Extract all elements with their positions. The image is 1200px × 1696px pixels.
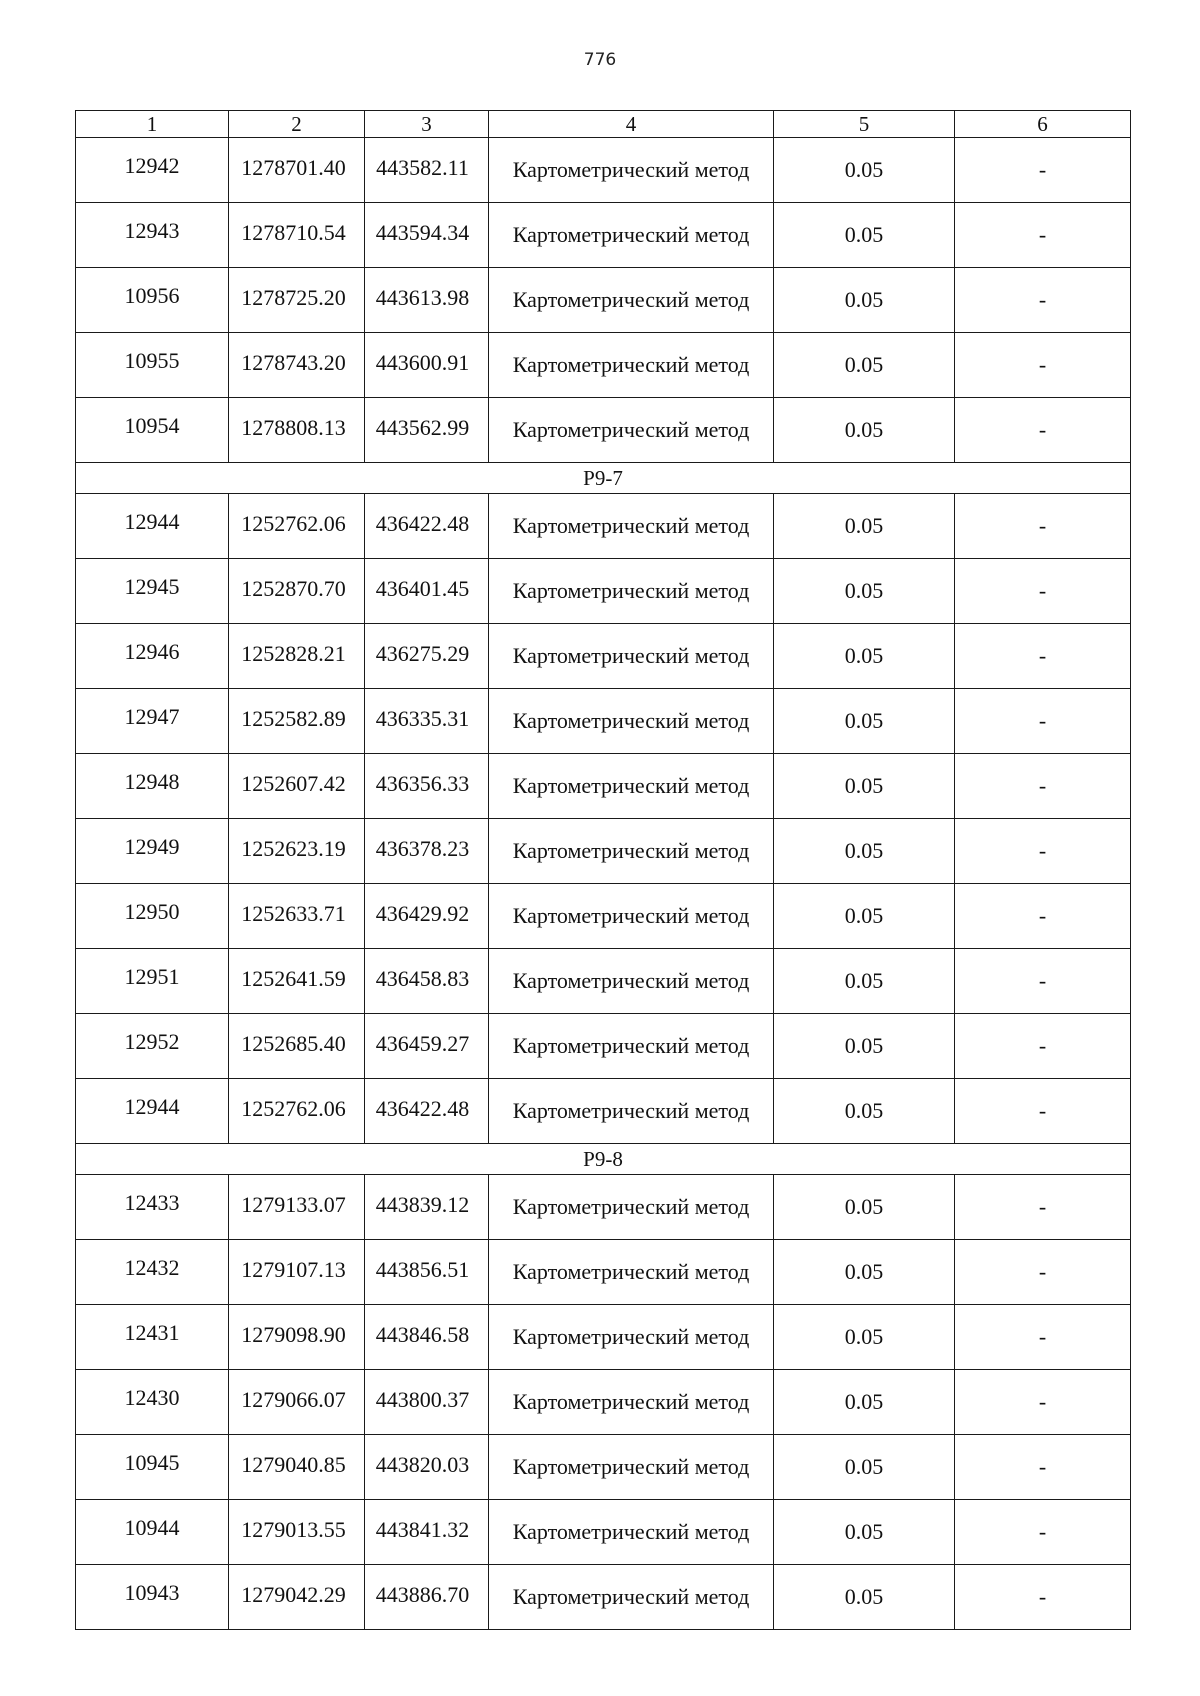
point-number-cell: 10956 [76, 268, 229, 333]
note-cell: - [955, 1565, 1131, 1630]
x-coordinate-cell: 1279133.07 [229, 1175, 365, 1240]
table-row [76, 1370, 1131, 1435]
point-number-cell: 10945 [76, 1435, 229, 1500]
point-number-cell: 12950 [76, 884, 229, 949]
point-number-cell: 12947 [76, 689, 229, 754]
note-cell: - [955, 819, 1131, 884]
x-coordinate-cell: 1278743.20 [229, 333, 365, 398]
accuracy-cell: 0.05 [774, 1175, 955, 1240]
y-coordinate-cell: 443800.37 [365, 1370, 489, 1435]
note-cell: - [955, 1079, 1131, 1144]
point-number-cell: 12432 [76, 1240, 229, 1305]
point-number-cell: 12944 [76, 494, 229, 559]
header-cell-1: 1 [76, 111, 229, 138]
method-cell: Картометрический метод [489, 689, 774, 754]
point-number-cell: 12945 [76, 559, 229, 624]
table-row [76, 1240, 1131, 1305]
x-coordinate-cell: 1279066.07 [229, 1370, 365, 1435]
accuracy-cell: 0.05 [774, 1305, 955, 1370]
table-row [76, 268, 1131, 333]
header-cell-5: 5 [774, 111, 955, 138]
y-coordinate-cell: 443594.34 [365, 203, 489, 268]
method-cell: Картометрический метод [489, 138, 774, 203]
accuracy-cell: 0.05 [774, 1014, 955, 1079]
x-coordinate-cell: 1252641.59 [229, 949, 365, 1014]
table-header [76, 111, 1131, 138]
accuracy-cell: 0.05 [774, 494, 955, 559]
method-cell: Картометрический метод [489, 1500, 774, 1565]
table-row [76, 1079, 1131, 1144]
table-row [76, 203, 1131, 268]
table-row [76, 1500, 1131, 1565]
table-row [76, 1305, 1131, 1370]
method-cell: Картометрический метод [489, 1175, 774, 1240]
accuracy-cell: 0.05 [774, 1565, 955, 1630]
table-row [76, 1014, 1131, 1079]
y-coordinate-cell: 443886.70 [365, 1565, 489, 1630]
x-coordinate-cell: 1252623.19 [229, 819, 365, 884]
note-cell: - [955, 559, 1131, 624]
point-number-cell: 10954 [76, 398, 229, 463]
point-number-cell: 12951 [76, 949, 229, 1014]
accuracy-cell: 0.05 [774, 268, 955, 333]
method-cell: Картометрический метод [489, 1014, 774, 1079]
point-number-cell: 12944 [76, 1079, 229, 1144]
accuracy-cell: 0.05 [774, 1370, 955, 1435]
y-coordinate-cell: 443562.99 [365, 398, 489, 463]
note-cell: - [955, 884, 1131, 949]
method-cell: Картометрический метод [489, 203, 774, 268]
method-cell: Картометрический метод [489, 949, 774, 1014]
header-cell-4: 4 [489, 111, 774, 138]
table-row [76, 494, 1131, 559]
accuracy-cell: 0.05 [774, 689, 955, 754]
note-cell: - [955, 689, 1131, 754]
point-number-cell: 12948 [76, 754, 229, 819]
note-cell: - [955, 1175, 1131, 1240]
table-row [76, 398, 1131, 463]
y-coordinate-cell: 436422.48 [365, 494, 489, 559]
method-cell: Картометрический метод [489, 754, 774, 819]
method-cell: Картометрический метод [489, 1305, 774, 1370]
table-body [76, 138, 1131, 1630]
table-row [76, 1565, 1131, 1630]
method-cell: Картометрический метод [489, 1370, 774, 1435]
accuracy-cell: 0.05 [774, 884, 955, 949]
method-cell: Картометрический метод [489, 1565, 774, 1630]
method-cell: Картометрический метод [489, 494, 774, 559]
note-cell: - [955, 754, 1131, 819]
note-cell: - [955, 949, 1131, 1014]
x-coordinate-cell: 1278710.54 [229, 203, 365, 268]
x-coordinate-cell: 1279040.85 [229, 1435, 365, 1500]
header-row [76, 111, 1131, 138]
point-number-cell: 10944 [76, 1500, 229, 1565]
section-row [76, 463, 1131, 494]
x-coordinate-cell: 1252762.06 [229, 1079, 365, 1144]
point-number-cell: 12943 [76, 203, 229, 268]
accuracy-cell: 0.05 [774, 1240, 955, 1305]
y-coordinate-cell: 443582.11 [365, 138, 489, 203]
y-coordinate-cell: 443846.58 [365, 1305, 489, 1370]
y-coordinate-cell: 436459.27 [365, 1014, 489, 1079]
accuracy-cell: 0.05 [774, 624, 955, 689]
accuracy-cell: 0.05 [774, 949, 955, 1014]
point-number-cell: 12430 [76, 1370, 229, 1435]
table-row [76, 689, 1131, 754]
y-coordinate-cell: 443820.03 [365, 1435, 489, 1500]
y-coordinate-cell: 436458.83 [365, 949, 489, 1014]
method-cell: Картометрический метод [489, 884, 774, 949]
accuracy-cell: 0.05 [774, 754, 955, 819]
y-coordinate-cell: 436401.45 [365, 559, 489, 624]
note-cell: - [955, 268, 1131, 333]
accuracy-cell: 0.05 [774, 138, 955, 203]
point-number-cell: 10943 [76, 1565, 229, 1630]
table-row [76, 138, 1131, 203]
point-number-cell: 12431 [76, 1305, 229, 1370]
table-row [76, 1435, 1131, 1500]
method-cell: Картометрический метод [489, 1079, 774, 1144]
table-row [76, 333, 1131, 398]
x-coordinate-cell: 1278725.20 [229, 268, 365, 333]
table-row [76, 1175, 1131, 1240]
accuracy-cell: 0.05 [774, 1435, 955, 1500]
method-cell: Картометрический метод [489, 559, 774, 624]
table-row [76, 949, 1131, 1014]
x-coordinate-cell: 1279042.29 [229, 1565, 365, 1630]
point-number-cell: 12952 [76, 1014, 229, 1079]
note-cell: - [955, 398, 1131, 463]
x-coordinate-cell: 1279098.90 [229, 1305, 365, 1370]
page-number: 776 [583, 50, 617, 70]
coordinates-table [75, 110, 1131, 1630]
x-coordinate-cell: 1279013.55 [229, 1500, 365, 1565]
x-coordinate-cell: 1252685.40 [229, 1014, 365, 1079]
section-title: Р9-7 [76, 463, 1131, 494]
method-cell: Картометрический метод [489, 268, 774, 333]
x-coordinate-cell: 1252582.89 [229, 689, 365, 754]
note-cell: - [955, 138, 1131, 203]
y-coordinate-cell: 436335.31 [365, 689, 489, 754]
y-coordinate-cell: 443613.98 [365, 268, 489, 333]
accuracy-cell: 0.05 [774, 203, 955, 268]
accuracy-cell: 0.05 [774, 819, 955, 884]
section-row [76, 1144, 1131, 1175]
section-title: Р9-8 [76, 1144, 1131, 1175]
point-number-cell: 12942 [76, 138, 229, 203]
x-coordinate-cell: 1252870.70 [229, 559, 365, 624]
y-coordinate-cell: 436429.92 [365, 884, 489, 949]
x-coordinate-cell: 1278808.13 [229, 398, 365, 463]
point-number-cell: 12433 [76, 1175, 229, 1240]
y-coordinate-cell: 436378.23 [365, 819, 489, 884]
point-number-cell: 12949 [76, 819, 229, 884]
note-cell: - [955, 624, 1131, 689]
method-cell: Картометрический метод [489, 333, 774, 398]
method-cell: Картометрический метод [489, 1435, 774, 1500]
table-row [76, 559, 1131, 624]
accuracy-cell: 0.05 [774, 1500, 955, 1565]
accuracy-cell: 0.05 [774, 559, 955, 624]
note-cell: - [955, 1370, 1131, 1435]
x-coordinate-cell: 1278701.40 [229, 138, 365, 203]
y-coordinate-cell: 443856.51 [365, 1240, 489, 1305]
point-number-cell: 10955 [76, 333, 229, 398]
note-cell: - [955, 1305, 1131, 1370]
header-cell-6: 6 [955, 111, 1131, 138]
x-coordinate-cell: 1252828.21 [229, 624, 365, 689]
x-coordinate-cell: 1252633.71 [229, 884, 365, 949]
note-cell: - [955, 494, 1131, 559]
accuracy-cell: 0.05 [774, 333, 955, 398]
table-row [76, 624, 1131, 689]
x-coordinate-cell: 1252607.42 [229, 754, 365, 819]
accuracy-cell: 0.05 [774, 398, 955, 463]
x-coordinate-cell: 1279107.13 [229, 1240, 365, 1305]
y-coordinate-cell: 436275.29 [365, 624, 489, 689]
header-cell-3: 3 [365, 111, 489, 138]
note-cell: - [955, 203, 1131, 268]
note-cell: - [955, 1014, 1131, 1079]
table-row [76, 884, 1131, 949]
method-cell: Картометрический метод [489, 398, 774, 463]
note-cell: - [955, 1240, 1131, 1305]
y-coordinate-cell: 443839.12 [365, 1175, 489, 1240]
method-cell: Картометрический метод [489, 624, 774, 689]
note-cell: - [955, 1500, 1131, 1565]
method-cell: Картометрический метод [489, 1240, 774, 1305]
table-row [76, 819, 1131, 884]
method-cell: Картометрический метод [489, 819, 774, 884]
accuracy-cell: 0.05 [774, 1079, 955, 1144]
note-cell: - [955, 333, 1131, 398]
note-cell: - [955, 1435, 1131, 1500]
y-coordinate-cell: 436422.48 [365, 1079, 489, 1144]
x-coordinate-cell: 1252762.06 [229, 494, 365, 559]
point-number-cell: 12946 [76, 624, 229, 689]
y-coordinate-cell: 443841.32 [365, 1500, 489, 1565]
y-coordinate-cell: 436356.33 [365, 754, 489, 819]
y-coordinate-cell: 443600.91 [365, 333, 489, 398]
header-cell-2: 2 [229, 111, 365, 138]
table-row [76, 754, 1131, 819]
